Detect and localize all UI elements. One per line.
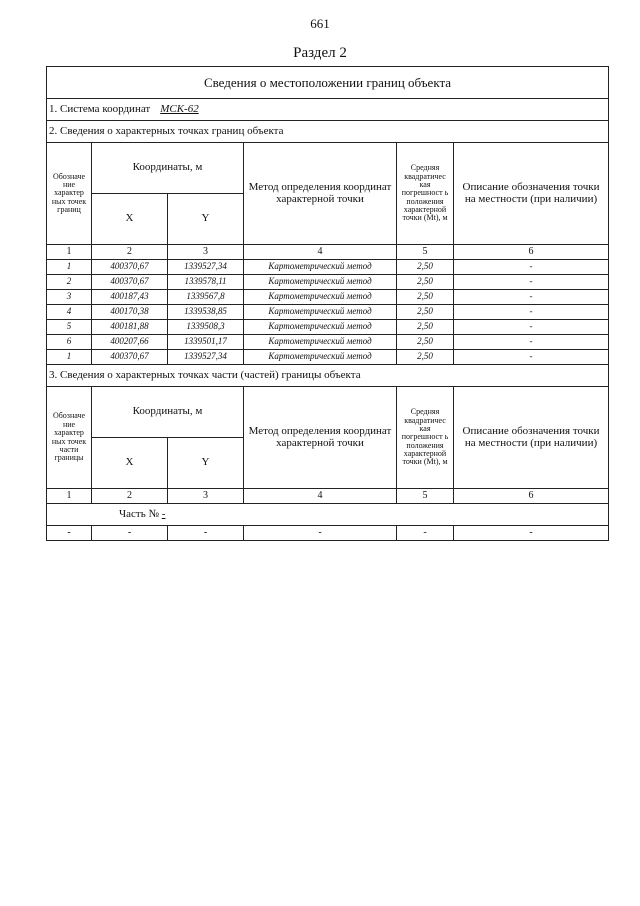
point-number: 2 [47,275,92,290]
part-value: - [161,507,166,520]
point-y: 1339508,3 [168,320,244,335]
point-y: 1339527,34 [168,350,244,365]
column-numbers-row [47,245,609,260]
col-num: 5 [397,245,454,260]
point-mt: 2,50 [397,320,454,335]
table-row [47,275,609,290]
point-x: 400370,67 [92,260,168,275]
point-y: 1339567,8 [168,290,244,305]
header2-description: Описание обозначения точки на местности (при наличии) [454,387,609,489]
point-y: 1339538,85 [168,305,244,320]
point-x: 400370,67 [92,275,168,290]
col-num: 3 [168,489,244,504]
col-num: 3 [168,245,244,260]
header2-coordinates: Координаты, м [92,387,244,438]
point-number: 5 [47,320,92,335]
point-y: 1339527,34 [168,260,244,275]
coord-system-label: 1. Система координат [49,102,151,115]
section2-heading: 2. Сведения о характерных точках границ объекта [47,121,609,143]
point-x: 400187,43 [92,290,168,305]
col-num: 2 [92,245,168,260]
header-designation: Обозначе ние характер ных точек границ [47,143,92,245]
part-label: Часть № [119,507,159,520]
col-num: 2 [92,489,168,504]
page-number: 661 [310,16,330,31]
point-y: 1339578,11 [168,275,244,290]
header-method: Метод определения координат характерной точки [244,143,397,245]
point-mt: 2,50 [397,275,454,290]
point-x: 400170,38 [92,305,168,320]
col-num: 1 [47,245,92,260]
col-num: 1 [47,489,92,504]
point-method: Картометрический метод [244,290,397,305]
column-numbers-row [47,489,609,504]
point-method: Картометрический метод [244,335,397,350]
table-row [47,350,609,365]
point-method: Картометрический метод [244,320,397,335]
col-num: 5 [397,489,454,504]
point-method: Картометрический метод [244,305,397,320]
table-row [47,305,609,320]
header-description: Описание обозначения точки на местности (при наличии) [454,143,609,245]
header2-designation: Обозначе ние характер ных точек части границы [47,387,92,489]
header-error: Средняя квадратичес кая погрешност ь положения характерной точки (Mt), м [397,143,454,245]
point-number: 4 [47,305,92,320]
point-mt: 2,50 [397,350,454,365]
point-method: Картометрический метод [244,350,397,365]
part-label-row [47,504,609,526]
point-method: Картометрический метод [244,275,397,290]
table-row [47,526,609,541]
point-method: Картометрический метод [244,260,397,275]
point-desc: - [454,320,609,335]
part-cell: - [92,526,168,541]
point-number: 3 [47,290,92,305]
col-num: 4 [244,489,397,504]
point-x: 400181,88 [92,320,168,335]
table-row [47,260,609,275]
table-row [47,290,609,305]
section-title: Раздел 2 [293,45,347,61]
part-cell: - [168,526,244,541]
header-x: X [92,194,168,245]
part-cell: - [454,526,609,541]
point-desc: - [454,350,609,365]
point-desc: - [454,305,609,320]
point-y: 1339501,17 [168,335,244,350]
header2-y: Y [168,438,244,489]
point-desc: - [454,290,609,305]
part-cell: - [47,526,92,541]
point-mt: 2,50 [397,260,454,275]
section3-heading: 3. Сведения о характерных точках части (частей) границы объекта [47,365,609,387]
point-number: 1 [47,260,92,275]
coord-system-row [47,99,609,121]
point-desc: - [454,335,609,350]
point-x: 400370,67 [92,350,168,365]
table-row [47,335,609,350]
boundary-table [46,66,609,541]
point-mt: 2,50 [397,305,454,320]
coord-system-value: МСК-62 [160,102,199,115]
table-row [47,320,609,335]
point-x: 400207,66 [92,335,168,350]
col-num: 6 [454,245,609,260]
point-mt: 2,50 [397,335,454,350]
part-cell: - [397,526,454,541]
col-num: 4 [244,245,397,260]
point-desc: - [454,275,609,290]
point-number: 6 [47,335,92,350]
part-cell: - [244,526,397,541]
header2-error: Средняя квадратичес кая погрешност ь положения характерной точки (Mt), м [397,387,454,489]
header2-x: X [92,438,168,489]
header-coordinates: Координаты, м [92,143,244,194]
col-num: 6 [454,489,609,504]
point-desc: - [454,260,609,275]
header-y: Y [168,194,244,245]
header2-method: Метод определения координат характерной точки [244,387,397,489]
point-number: 1 [47,350,92,365]
table-title: Сведения о местоположении границ объекта [47,67,609,99]
point-mt: 2,50 [397,290,454,305]
